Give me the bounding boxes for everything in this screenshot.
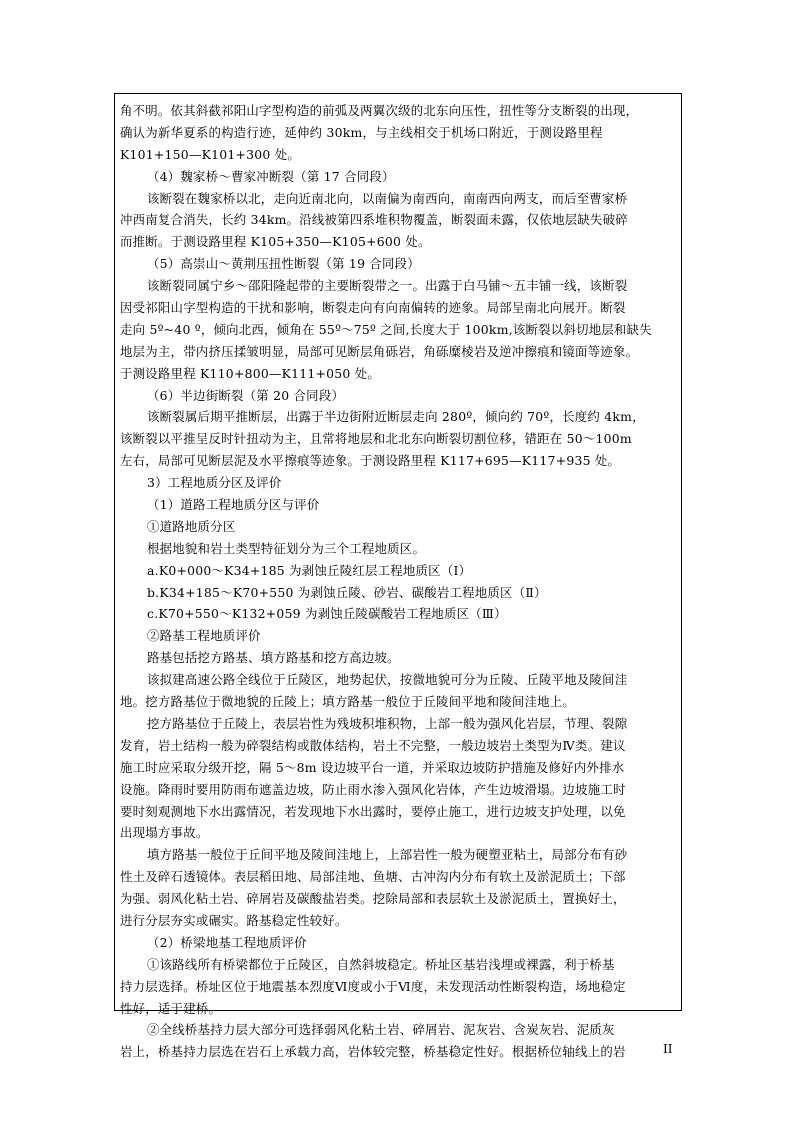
text-line: 为强、弱风化粘土岩、碎屑岩及碳酸盐岩类。挖除局部和表层软土及淤泥质土，置换好土，: [120, 891, 626, 907]
text-line: 该断裂在魏家桥以北，走向近南北向，以南偏为南西向，南南西向两支，而后至曹家桥: [147, 190, 628, 206]
text-line: 地。挖方路基位于微地貌的丘陵上；填方路基一般位于丘陵间平地和陵间洼地上。: [120, 694, 576, 710]
text-line: 冲西南复合消失，长约 34km。沿线被第四系堆积物覆盖，断裂面未露，仅依地层缺失破碎: [120, 212, 628, 228]
text-line: 路基包括挖方路基、填方路基和挖方高边坡。: [147, 650, 400, 666]
text-line: 持力层选择。桥址区位于地震基本烈度Ⅵ度或小于Ⅵ度，未发现活动性断裂构造，场地稳定: [120, 978, 626, 994]
text-line: ②路基工程地质评价: [147, 628, 261, 644]
document-frame: [114, 93, 682, 1060]
text-line: 左右，局部可见断层泥及水平擦痕等迹象。于测设路里程 K117+695—K117+935 处。: [120, 453, 621, 469]
text-line: （1）道路工程地质分区与评价: [147, 497, 320, 513]
text-line: （5）高崇山～黄荆压扭性断裂（第 19 合同段）: [147, 256, 420, 272]
text-line: 于测设路里程 K110+800—K111+050 处。: [120, 365, 381, 381]
text-line: 施工时应采取分级开挖，隔 5～8m 设边坡平台一道，并采取边坡防护措施及修好内外排水: [120, 759, 625, 775]
text-line: （2）桥梁地基工程地质评价: [147, 934, 307, 950]
text-line: ②全线桥基持力层大部分可选择弱风化粘土岩、碎屑岩、泥灰岩、含炭灰岩、泥质灰: [147, 1022, 615, 1038]
text-line: 该拟建高速公路全线位于丘陵区，地势起伏，按微地貌可分为丘陵、丘陵平地及陵间洼: [147, 672, 628, 688]
text-line: 设施。降雨时要用防雨布遮盖边坡，防止雨水渗入强风化岩体，产生边坡滑塌。边坡施工时: [120, 781, 626, 797]
text-line: 出现塌方事故。: [120, 825, 209, 841]
text-line: 地层为主，带内挤压揉皱明显，局部可见断层角砾岩，角砾糜棱岩及逆冲擦痕和镜面等迹象。: [120, 343, 639, 359]
text-line: 发育，岩土结构一般为碎裂结构或散体结构，岩土不完整，一般边坡岩土类型为Ⅳ类。建议: [120, 737, 626, 753]
text-line: 该断裂同属宁乡～邵阳隆起带的主要断裂带之一。出露于白马铺～五丰铺一线，该断裂: [147, 278, 628, 294]
text-line: c.K70+550～K132+059 为剥蚀丘陵碳酸岩工程地质区（Ⅲ）: [147, 606, 507, 622]
text-line: 因受祁阳山字型构造的干扰和影响，断裂走向有向南偏转的迹象。局部呈南北向展开。断裂: [120, 300, 626, 316]
text-line: 性好，适于建桥。: [120, 1000, 222, 1016]
text-line: （4）魏家桥～曹家冲断裂（第 17 合同段）: [147, 168, 395, 184]
document-body: [120, 100, 677, 1063]
text-line: ①道路地质分区: [147, 518, 236, 534]
text-line: 确认为新华夏系的构造行迹，延伸约 30km，与主线相交于机场口附近，于测设路里程: [120, 124, 603, 140]
text-line: 进行分层夯实或碾实。路基稳定性较好。: [120, 912, 348, 928]
text-line: 要时刻观测地下水出露情况，若发现地下水出露时，要停止施工，进行边坡支护处理，以免: [120, 803, 626, 819]
text-line: 该断裂属后期平推断层，出露于半边街附近断层走向 280º，倾向约 70º，长度约 4km，: [147, 409, 645, 425]
page-number: II: [663, 1042, 673, 1056]
text-line: （6）半边街断裂（第 20 合同段）: [147, 387, 345, 403]
text-line: 3）工程地质分区及评价: [147, 475, 282, 491]
text-line: ①该路线所有桥梁都位于丘陵区，自然斜坡稳定。桥址区基岩浅埋或裸露，利于桥基: [147, 956, 615, 972]
text-line: 岩上，桥基持力层选在岩石上承载力高，岩体较完整，桥基稳定性好。根据桥位轴线上的岩: [120, 1044, 626, 1060]
text-line: a.K0+000～K34+185 为剥蚀丘陵红层工程地质区（Ⅰ）: [147, 562, 472, 578]
text-line: 走向 5º~40 º，倾向北西，倾角在 55º～75º 之间,长度大于 100km,该断裂以斜切地层和缺失: [120, 321, 652, 337]
text-line: K101+150—K101+300 处。: [120, 146, 300, 162]
text-line: 挖方路基位于丘陵上，表层岩性为残坡积堆积物，上部一般为强风化岩层，节理、裂隙: [147, 715, 628, 731]
text-line: 填方路基一般位于丘间平地及陵间洼地上，上部岩性一般为硬塑亚粘土，局部分布有砂: [147, 847, 628, 863]
text-line: 角不明。依其斜截祁阳山字型构造的前弧及两翼次级的北东向压性，扭性等分支断裂的出现，: [120, 103, 639, 118]
text-line: 性土及碎石透镜体。表层稻田地、局部洼地、鱼塘、古冲沟内分布有软土及淤泥质土；下部: [120, 869, 626, 885]
text-line: 根据地貌和岩土类型特征划分为三个工程地质区。: [147, 540, 426, 556]
text-line: b.K34+185～K70+550 为剥蚀丘陵、砂岩、碳酸岩工程地质区（Ⅱ）: [147, 584, 547, 600]
text-line: 而推断。于测设路里程 K105+350—K105+600 处。: [120, 234, 431, 250]
text-line: 该断裂以平推呈反时针扭动为主，且常将地层和北北东向断裂切割位移，错距在 50～100m: [120, 431, 632, 447]
